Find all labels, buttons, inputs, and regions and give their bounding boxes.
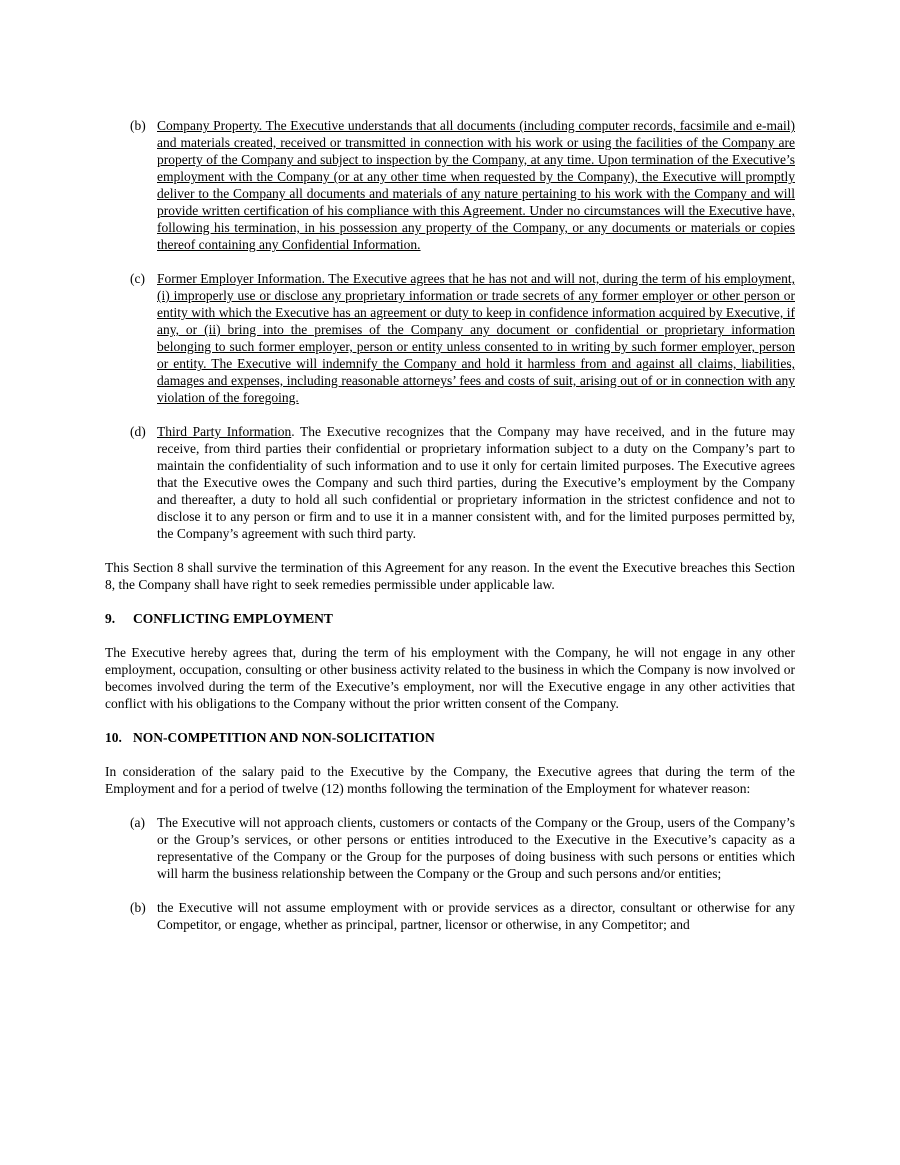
section10-intro-paragraph: In consideration of the salary paid to the Executive by the Company, the Executive agrees that during the term of the Employment and for a period of twelve (12) months following the termination of the Employment for whatever reason: (105, 764, 795, 796)
clause-lead: Company Property (157, 118, 259, 133)
clause-body: the Executive will not assume employment with or provide services as a director, consultant or otherwise for any Competitor, or engage, whether as principal, partner, licensor or otherwise, in any Competitor; and (157, 900, 795, 932)
clause-third-party-information (105, 423, 795, 542)
clause-label: (b) (130, 900, 146, 915)
section9-paragraph: The Executive hereby agrees that, during the term of his employment with the Company, he will not engage in any other employment, occupation, consulting or other business activity related to the business in which the Company is now involved or becomes involved during the term of the Executive’s employment, nor will the Executive engage in any other activities that conflict with his obligations to the Company without the prior written consent of the Company. (105, 645, 795, 711)
clause-label: (b) (130, 118, 146, 133)
section10-number: 10. (105, 730, 122, 745)
section10-heading (105, 729, 795, 746)
clause-body: The Executive will not approach clients, customers or contacts of the Company or the Group, users of the Company’s or the Group’s services, or other persons or entities introduced to the Executive in the Executive’s capacity as a representative of the Company or the Group for the purposes of doing business with such persons or entities which will harm the business relationship between the Company or the Group and such persons and/or entities; (157, 815, 795, 881)
section9-title: CONFLICTING EMPLOYMENT (133, 611, 333, 626)
section10-title: NON-COMPETITION AND NON-SOLICITATION (133, 730, 435, 745)
clause-text (157, 118, 795, 252)
clause-lead: Third Party Information (157, 424, 292, 439)
clause-non-competition (105, 899, 795, 933)
clause-body: . The Executive agrees that he has not and will not, during the term of his employment, (i) improperly use or disclose any proprietary information or trade secrets of any former employer or other person or entity with which the Executive has an agreement or duty to keep in confidence information acquired by Executive, if any, or (ii) bring into the premises of the Company any document or confidential or proprietary information belonging to such former employer, person or entity unless consented to in writing by such former employer, person or entity. The Executive will indemnify the Company and hold it harmless from and against all claims, liabilities, damages and expenses, including reasonable attorneys’ fees and costs of suit, arising out of or in connection with any violation of the foregoing. (157, 271, 795, 405)
section9-number: 9. (105, 611, 116, 626)
clause-non-solicitation (105, 814, 795, 882)
clause-text (157, 271, 795, 405)
section9-heading (105, 610, 795, 627)
section8-survival-paragraph: This Section 8 shall survive the termination of this Agreement for any reason. In the event the Executive breaches this Section 8, the Company shall have right to seek remedies permissible under applicable law. (105, 560, 795, 592)
clause-label: (c) (130, 271, 145, 286)
clause-body: . The Executive recognizes that the Company may have received, and in the future may receive, from third parties their confidential or proprietary information subject to a duty on the Company’s part to maintain the confidentiality of such information and to use it only for certain limited purposes. The Executive agrees that the Executive owes the Company and such third parties, during the Executive’s employment by the Company and thereafter, a duty to hold all such confidential or proprietary information in the strictest confidence and not to disclose it to any person or firm and to use it in a manner consistent with, and for the limited purposes permitted by, the Company’s agreement with such third party. (157, 424, 795, 541)
clause-lead: Former Employer Information (157, 271, 322, 286)
clause-body: . The Executive understands that all documents (including computer records, facsimile and e-mail) and materials created, received or transmitted in connection with his work or using the facilities of the Company are property of the Company and subject to inspection by the Company, at any time. Upon termination of the Executive’s employment with the Company (or at any other time when requested by the Company), the Executive will promptly deliver to the Company all documents and materials of any nature pertaining to his work with the Company and will provide written certification of his compliance with this Agreement. Under no circumstances will the Executive have, following his termination, in his possession any property of the Company, or any documents or materials or copies thereof containing any Confidential Information. (157, 118, 795, 252)
clause-text (157, 424, 795, 541)
clause-company-property (105, 117, 795, 253)
clause-label: (d) (130, 424, 146, 439)
clause-former-employer-information (105, 270, 795, 406)
clause-label: (a) (130, 815, 145, 830)
